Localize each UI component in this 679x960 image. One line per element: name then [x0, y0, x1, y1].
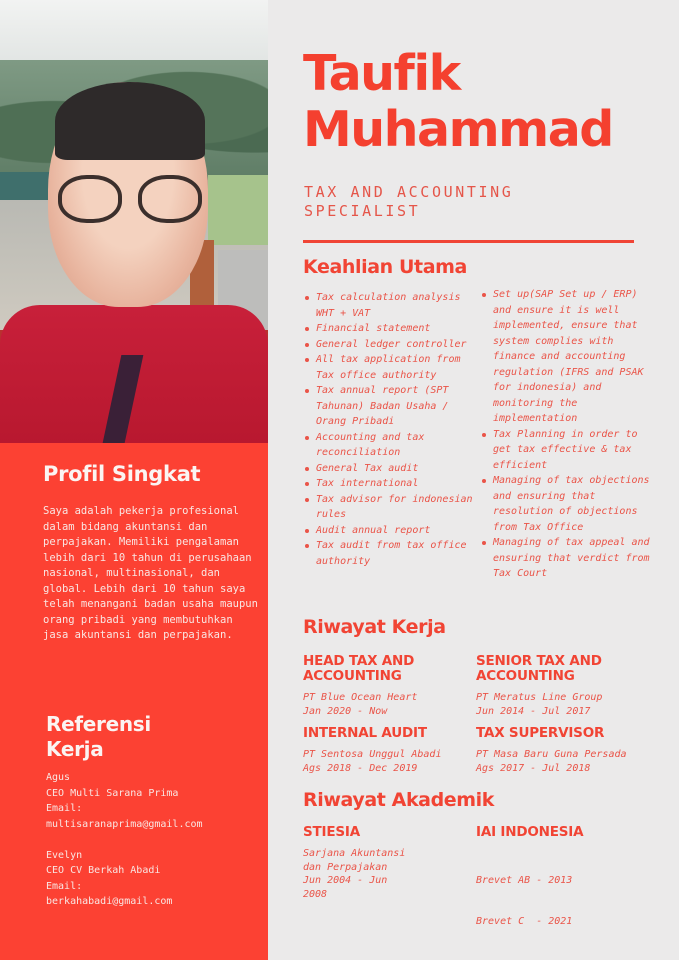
skill-item: Managing of tax appeal and ensuring that verdict from Tax Court: [480, 535, 652, 582]
job-company: PT Blue Ocean Heart: [303, 692, 418, 703]
skill-item: Tax annual report (SPT Tahunan) Badan Usaha / Orang Pribadi: [303, 383, 473, 430]
reference-position: CEO CV Berkah Abadi: [46, 865, 161, 876]
skill-item: All tax application from Tax office authority: [303, 352, 473, 383]
photo-glasses-left: [58, 175, 122, 223]
skill-item: Tax calculation analysis WHT + VAT: [303, 290, 473, 321]
reference-name: Agus: [46, 772, 71, 783]
job-period: Ags 2018 - Dec 2019: [303, 762, 418, 774]
job-title: INTERNAL AUDIT: [303, 725, 427, 741]
skill-item: Managing of tax objections and ensuring that resolution of objections from Tax Office: [480, 473, 652, 535]
education-title: Riwayat Akademik: [303, 789, 495, 811]
photo-grass: [208, 175, 268, 245]
job-company: PT Meratus Line Group: [476, 692, 603, 703]
reference-name: Evelyn: [46, 849, 83, 861]
reference-email-label: Email:: [46, 803, 83, 814]
skill-item: Audit annual report: [303, 523, 473, 539]
skill-item: General Tax audit: [303, 461, 473, 477]
job-company: PT Masa Baru Guna Persada: [476, 749, 627, 760]
profile-title: Profil Singkat: [43, 462, 201, 486]
job-meta: [303, 748, 441, 775]
skill-item: General ledger controller: [303, 337, 473, 353]
job-title: TAX SUPERVISOR: [476, 725, 605, 741]
job-role: TAX AND ACCOUNTING SPECIALIST: [304, 183, 514, 220]
education-meta: [476, 847, 572, 942]
education-period: Jun 2004 - Jun: [303, 875, 388, 886]
job-meta: [476, 748, 627, 775]
skills-list-left: [303, 290, 473, 569]
profile-photo: [0, 0, 268, 443]
reference-email[interactable]: multisaranaprima@gmail.com: [46, 818, 203, 830]
skill-item: Tax international: [303, 476, 473, 492]
education-degree-line: dan Perpajakan: [303, 861, 388, 873]
reference-item: [46, 848, 266, 910]
work-title: Riwayat Kerja: [303, 616, 446, 638]
job-period: Ags 2017 - Jul 2018: [476, 762, 591, 774]
skill-item: Accounting and tax reconciliation: [303, 430, 473, 461]
header-divider: [303, 240, 634, 243]
job-meta: [303, 691, 417, 718]
education-meta: [303, 847, 405, 901]
references-list: [46, 770, 266, 925]
job-title: HEAD TAX AND ACCOUNTING: [303, 653, 415, 684]
education-title-item: STIESIA: [303, 824, 360, 840]
name-last: Muhammad: [303, 101, 613, 158]
left-panel: [0, 0, 268, 960]
skills-list-right: [480, 287, 652, 582]
education-degree-line: Sarjana Akuntansi: [303, 848, 406, 859]
reference-item: [46, 770, 266, 832]
certification-line: Brevet C - 2021: [476, 915, 573, 927]
skill-item: Tax audit from tax office authority: [303, 538, 473, 569]
education-title-item: IAI INDONESIA: [476, 824, 584, 840]
job-company: PT Sentosa Unggul Abadi: [303, 749, 442, 760]
references-title: Referensi Kerja: [46, 712, 151, 761]
person-name: [303, 46, 613, 158]
reference-position: CEO Multi Sarana Prima: [46, 787, 179, 799]
job-period: Jun 2014 - Jul 2017: [476, 705, 591, 717]
photo-pool: [0, 172, 50, 202]
skill-item: Financial statement: [303, 321, 473, 337]
education-period: 2008: [303, 888, 328, 900]
name-first: Taufik: [303, 45, 460, 102]
photo-glasses-right: [138, 175, 202, 223]
reference-email-label: Email:: [46, 880, 83, 892]
skill-item: Tax Planning in order to get tax effective & tax efficient: [480, 427, 652, 474]
certification-line: Brevet AB - 2013: [476, 875, 573, 886]
job-title: SENIOR TAX AND ACCOUNTING: [476, 653, 602, 684]
skill-item: Set up(SAP Set up / ERP) and ensure it is well implemented, ensure that system complies with finance and accounting regulation (IFRS and PSAK for indonesia) and monitoring the implementation: [480, 287, 652, 427]
skill-item: Tax advisor for indonesian rules: [303, 492, 473, 523]
skills-title: Keahlian Utama: [303, 256, 467, 278]
photo-hair: [55, 82, 205, 160]
profile-text: Saya adalah pekerja profesional dalam bidang akuntansi dan perpajakan. Memiliki pengalaman lebih dari 10 tahun di perusahaan nasional, multinasional, dan global. Lebih dari 10 tahun saya telah menangani badan usaha maupun orang pribadi yang membutuhkan jasa akuntansi dan perpajakan.: [43, 505, 258, 641]
job-meta: [476, 691, 602, 718]
reference-email[interactable]: berkahabadi@gmail.com: [46, 896, 173, 907]
job-period: Jan 2020 - Now: [303, 705, 388, 717]
